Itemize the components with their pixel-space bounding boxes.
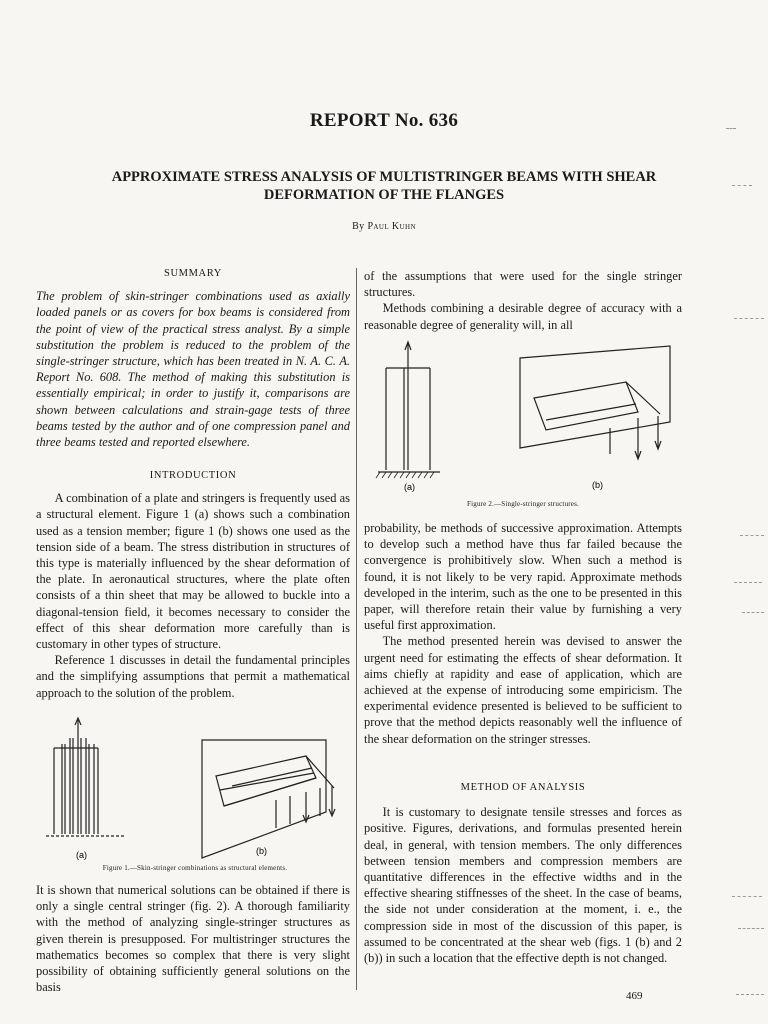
figure-2-caption: Figure 2.—Single-stringer structures. bbox=[467, 500, 579, 508]
approximation-paragraph: probability, be methods of successive approximation. Attempts to develop such a method have thus far failed because the convergence is prohibitively slow. When such a method is found, it is not likely to be very rapid. Approximate methods developed in the interim, such as the one to be presented in this paper, will therefore retain their value by furnishing a very useful first approximation. bbox=[364, 521, 682, 633]
column-divider bbox=[356, 268, 357, 990]
introduction-heading: INTRODUCTION bbox=[149, 470, 237, 481]
figure-2-label-a: (a) bbox=[404, 482, 415, 492]
method-purpose-paragraph: The method presented herein was devised to answer the urgent need for estimating the effects of shear deformation. It aims chiefly at rapidity and ease of application, which are achieved at the expense of introducing some empiricism. The experimental evidence presented is believed to be sufficient to prove that the method depicts reasonably well the influence of the shear deformation on the stringer stresses. bbox=[364, 634, 682, 746]
introduction-paragraph-3: It is shown that numerical solutions can be obtained if there is only a single central stringer (fig. 2). A thorough familiarity with the method of analyzing single-stringer structures as given therein is presupposed. For multistringer structures the mathematics becomes so complex that there is very slight possibility of obtaining sufficiently general solutions on the basis bbox=[36, 883, 350, 995]
report-title: REPORT No. 636 bbox=[309, 110, 459, 131]
introduction-paragraph-2: Reference 1 discusses in detail the fundamental principles and the simplifying assumptions that permit a mathematical approach to the solution of the problem. bbox=[36, 653, 350, 700]
introduction-paragraph-1: A combination of a plate and stringers is frequently used as a structural element. Figure 1 (a) shows such a combination used as a tension member; figure 1 (b) shows one used as the tension side of a beam. The stress distribution in structures of this type is materially influenced by the shear deformation of the plate. In aeronautical structures, where the plate often consists of a thin sheet that may be allowed to buckle into a diagonal-tension field, it becomes necessary to consider the effect of this shear deformation more carefully than is customary in other types of structure. bbox=[36, 491, 350, 652]
summary-heading: SUMMARY bbox=[164, 268, 222, 279]
figure-2-drawing bbox=[370, 338, 680, 493]
method-of-analysis-paragraph: It is customary to designate tensile stresses and forces as positive. Figures, derivations, and formulas presented herein deal, in general, with tension members. The only differences between tension members and compression members are quantitative differences in the effective widths and in the effective shearing stiffnesses of the sheet. In the case of beams, the side not under consideration at the moment, i. e., the compression side in most of the discussion of this paper, is assumed to be concentrated at the shear web (figs. 1 (b) and 2 (b)) in such a location that the effective depth is not changed. bbox=[364, 805, 682, 966]
summary-section bbox=[36, 266, 350, 450]
figure-2-label-b: (b) bbox=[592, 480, 603, 490]
right-column-top bbox=[364, 268, 682, 333]
method-of-analysis-section bbox=[364, 780, 682, 966]
paper-title-line-1: APPROXIMATE STRESS ANALYSIS OF MULTISTRINGER BEAMS WITH SHEAR bbox=[111, 169, 657, 185]
figure-1-caption: Figure 1.—Skin-stringer combinations as structural elements. bbox=[102, 864, 288, 872]
summary-text: The problem of skin-stringer combinations used as axially loaded panels or as covers for box beams is considered from the point of view of the practical stress analyst. By a simple substitution the problem is reduced to the problem of the single-stringer structure, which has been treated in N. A. C. A. Report No. 608. The method of making this substitution is essentially empirical; in order to justify it, comparisons are shown between calculations and strain-gage tests of three beams tested by the author and of one compression panel and three beams tested and reported elsewhere. bbox=[36, 289, 350, 450]
figure-1-label-b: (b) bbox=[256, 846, 267, 856]
introduction-continued bbox=[36, 882, 350, 995]
page-number: 469 bbox=[626, 990, 643, 1002]
paper-title-line-2: DEFORMATION OF THE FLANGES bbox=[263, 187, 505, 203]
right-column-middle bbox=[364, 520, 682, 747]
figure-1-drawing bbox=[44, 716, 344, 866]
introduction-section bbox=[36, 468, 350, 701]
method-of-analysis-heading: METHOD OF ANALYSIS bbox=[460, 782, 586, 793]
paper-title bbox=[60, 168, 708, 204]
byline-by: By bbox=[352, 221, 365, 232]
figure-1-label-a: (a) bbox=[76, 850, 87, 860]
continued-paragraph: of the assumptions that were used for the single stringer structures. bbox=[364, 269, 682, 300]
author-name: Paul Kuhn bbox=[367, 221, 416, 232]
byline bbox=[0, 221, 768, 232]
scan-margin-marks bbox=[718, 0, 768, 1024]
methods-paragraph: Methods combining a desirable degree of accuracy with a reasonable degree of generality will, in all bbox=[364, 301, 682, 332]
